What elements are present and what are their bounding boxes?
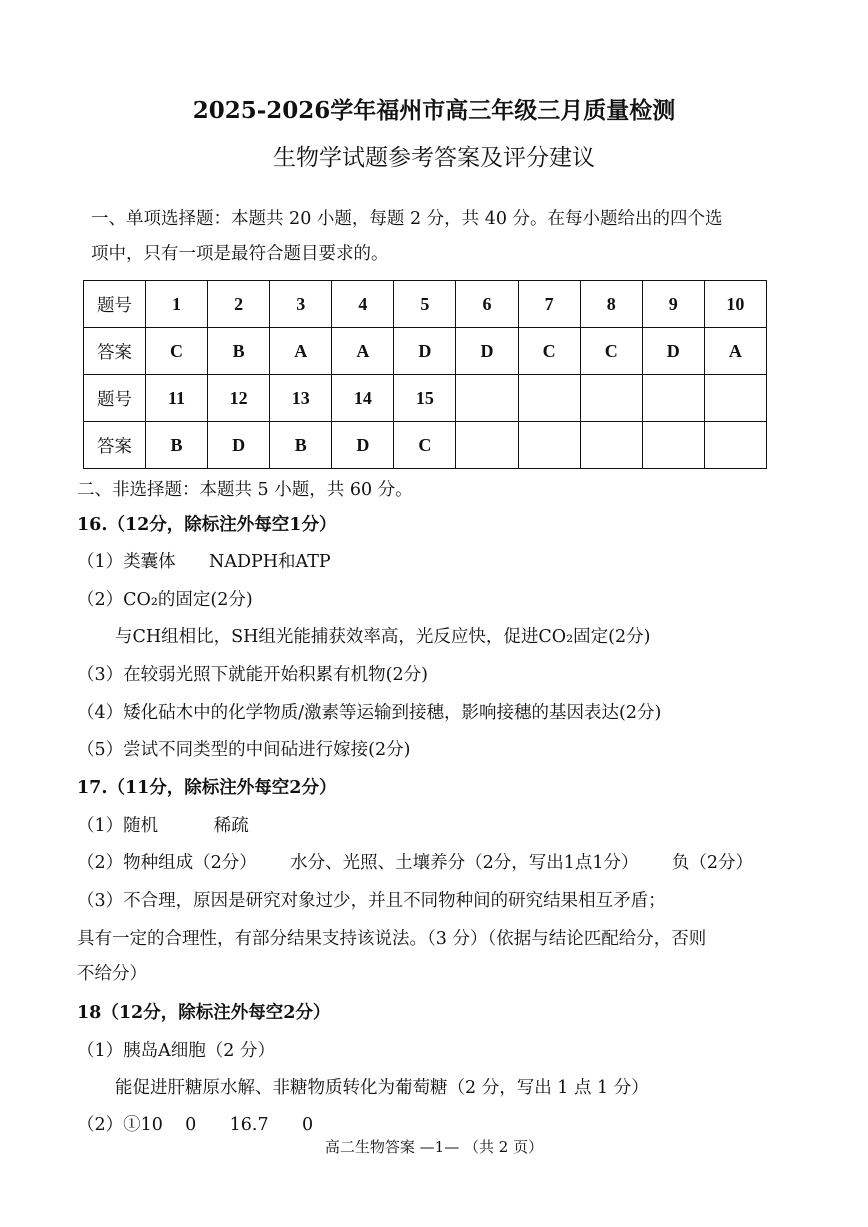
table-cell: 1 bbox=[146, 281, 208, 328]
q16-answer-5: （5）尝试不同类型的中间砧进行嫁接(2分) bbox=[77, 740, 411, 760]
q18-answer-2: （2）①10 0 16.7 0 bbox=[77, 1115, 314, 1135]
document-subtitle: 生物学试题参考答案及评分建议 bbox=[273, 145, 595, 171]
table-cell: 14 bbox=[332, 375, 394, 422]
table-cell bbox=[456, 422, 518, 469]
table-row bbox=[84, 375, 767, 422]
table-row bbox=[84, 422, 767, 469]
q17-answer-3: （3）不合理，原因是研究对象过少，并且不同物种间的研究结果相互矛盾； bbox=[77, 891, 666, 911]
table-cell: B bbox=[208, 328, 270, 375]
table-cell bbox=[704, 375, 766, 422]
table-cell: C bbox=[518, 328, 580, 375]
table-cell bbox=[518, 375, 580, 422]
section1-instruction-line1: 一、单项选择题：本题共 20 小题，每题 2 分，共 40 分。在每小题给出的四个选 bbox=[91, 209, 723, 229]
table-cell: D bbox=[456, 328, 518, 375]
table-row bbox=[84, 328, 767, 375]
table-cell bbox=[580, 375, 642, 422]
page-footer: 高二生物答案 —1— （共 2 页） bbox=[324, 1138, 544, 1156]
table-cell bbox=[518, 422, 580, 469]
section2-heading: 二、非选择题：本题共 5 小题，共 60 分。 bbox=[77, 480, 413, 500]
q16-answer-2-explanation: 与CH组相比，SH组光能捕获效率高，光反应快，促进CO₂固定(2分) bbox=[115, 627, 651, 647]
q16-answer-2: （2）CO₂的固定(2分) bbox=[77, 590, 253, 610]
table-cell bbox=[456, 375, 518, 422]
table-row-header: 题号 bbox=[84, 375, 146, 422]
table-cell: C bbox=[394, 422, 456, 469]
q17-answer-1: （1）随机 稀疏 bbox=[77, 816, 249, 836]
table-cell: A bbox=[704, 328, 766, 375]
table-cell: 4 bbox=[332, 281, 394, 328]
q16-answer-1: （1）类囊体 NADPH和ATP bbox=[77, 552, 331, 572]
table-cell: 13 bbox=[270, 375, 332, 422]
table-cell: D bbox=[394, 328, 456, 375]
table-row-header: 题号 bbox=[84, 281, 146, 328]
q16-answer-3: （3）在较弱光照下就能开始积累有机物(2分) bbox=[77, 665, 428, 685]
table-row bbox=[84, 281, 767, 328]
table-cell: B bbox=[270, 422, 332, 469]
document-title: 2025-2026学年福州市高三年级三月质量检测 bbox=[192, 97, 676, 124]
table-cell: A bbox=[270, 328, 332, 375]
table-cell: 9 bbox=[642, 281, 704, 328]
table-row-header: 答案 bbox=[84, 328, 146, 375]
section1-instruction-line2: 项中，只有一项是最符合题目要求的。 bbox=[91, 244, 389, 264]
table-cell bbox=[704, 422, 766, 469]
q17-answer-3-cont: 具有一定的合理性，有部分结果支持该说法。（3 分）（依据与结论匹配给分，否则 bbox=[77, 929, 707, 949]
table-cell: 15 bbox=[394, 375, 456, 422]
table-cell: 2 bbox=[208, 281, 270, 328]
table-row-header: 答案 bbox=[84, 422, 146, 469]
table-cell: 12 bbox=[208, 375, 270, 422]
q16-answer-4: （4）矮化砧木中的化学物质/激素等运输到接穗，影响接穗的基因表达(2分) bbox=[77, 703, 662, 723]
table-cell: C bbox=[146, 328, 208, 375]
table-cell bbox=[642, 375, 704, 422]
table-cell bbox=[642, 422, 704, 469]
q17-answer-3-cont2: 不给分） bbox=[77, 964, 147, 984]
q17-heading: 17.（11分，除标注外每空2分） bbox=[77, 778, 337, 798]
q17-answer-2: （2）物种组成（2分） 水分、光照、土壤养分（2分，写出1点1分） 负（2分） bbox=[77, 853, 754, 873]
table-cell: 5 bbox=[394, 281, 456, 328]
table-cell: D bbox=[208, 422, 270, 469]
table-cell: 11 bbox=[146, 375, 208, 422]
table-cell: A bbox=[332, 328, 394, 375]
table-cell: D bbox=[642, 328, 704, 375]
q18-answer-1-explanation: 能促进肝糖原水解、非糖物质转化为葡萄糖（2 分，写出 1 点 1 分） bbox=[115, 1078, 649, 1098]
q18-answer-1: （1）胰岛A细胞（2 分） bbox=[77, 1041, 275, 1061]
table-cell: D bbox=[332, 422, 394, 469]
table-cell: 10 bbox=[704, 281, 766, 328]
q18-heading: 18（12分，除标注外每空2分） bbox=[77, 1003, 331, 1023]
table-cell: C bbox=[580, 328, 642, 375]
table-cell: B bbox=[146, 422, 208, 469]
table-cell: 6 bbox=[456, 281, 518, 328]
table-cell: 3 bbox=[270, 281, 332, 328]
table-cell bbox=[580, 422, 642, 469]
table-cell: 7 bbox=[518, 281, 580, 328]
table-cell: 8 bbox=[580, 281, 642, 328]
answer-table bbox=[83, 280, 767, 469]
q16-heading: 16.（12分，除标注外每空1分） bbox=[77, 515, 337, 535]
